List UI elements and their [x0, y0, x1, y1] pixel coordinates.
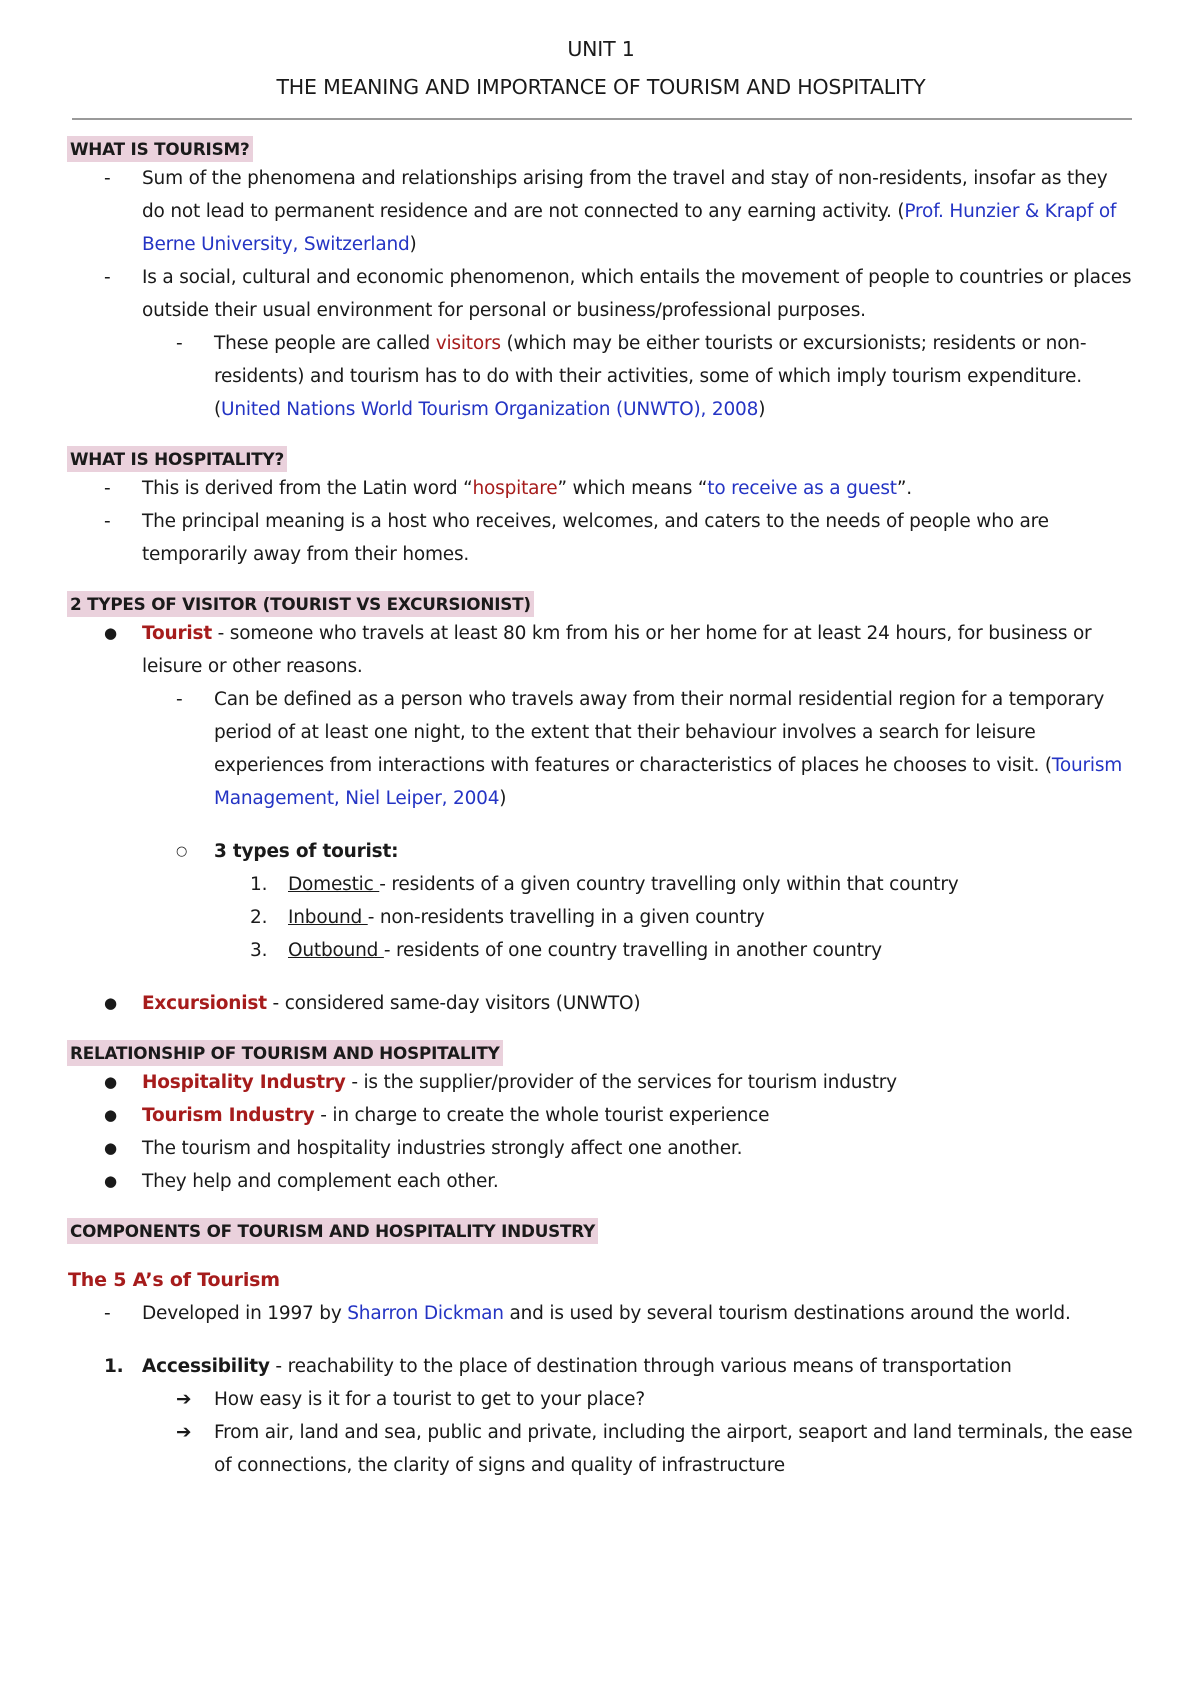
list-item: 3. Outbound - residents of one country travelling in another country: [68, 934, 1134, 967]
term-hospitality-industry: Hospitality Industry: [142, 1072, 346, 1093]
dash-marker: -: [104, 1303, 111, 1324]
list-item: - Is a social, cultural and economic phenomenon, which entails the movement of people to countries or places outside their usual environment for personal or business/professional purposes.: [68, 261, 1134, 327]
document-title: THE MEANING AND IMPORTANCE OF TOURISM AND HOSPITALITY: [276, 75, 926, 99]
term-accessibility: Accessibility: [142, 1356, 270, 1377]
highlight-term: visitors: [435, 333, 501, 354]
list-item: - Sum of the phenomena and relationships arising from the travel and stay of non-residents, insofar as they do not lead to permanent residence and are not connected to any earning activity. (Prof. Hunzier & Krapf of Berne University, Switzerland): [68, 162, 1134, 261]
citation: United Nations World Tourism Organization (UNWTO), 2008: [221, 399, 759, 420]
arrow-icon: ➔: [176, 1389, 192, 1410]
list-item: ● Hospitality Industry - is the supplier/provider of the services for tourism industry: [68, 1066, 1134, 1099]
term-tourist: Tourist: [142, 623, 212, 644]
list-item: ● Tourism Industry - in charge to create the whole tourist experience: [68, 1099, 1134, 1132]
number-marker: 1.: [104, 1356, 124, 1377]
dash-marker: -: [104, 511, 111, 532]
bullet-marker: ●: [104, 1073, 117, 1091]
bullet-marker: ●: [104, 994, 117, 1012]
highlight-term: hospitare: [472, 478, 558, 499]
section-heading-components: COMPONENTS OF TOURISM AND HOSPITALITY INDUSTRY: [67, 1218, 598, 1244]
term-domestic: Domestic: [288, 874, 380, 895]
list-item: - This is derived from the Latin word “hospitare” which means “to receive as a guest”.: [68, 472, 1134, 505]
section-heading-tourism: WHAT IS TOURISM?: [67, 136, 253, 162]
author-name: Sharron Dickman: [347, 1303, 504, 1324]
list-item: [68, 835, 1134, 868]
term-inbound: Inbound: [288, 907, 368, 928]
list-item: 1. Accessibility - reachability to the place of destination through various means of transportation: [68, 1350, 1134, 1383]
number-marker: 1.: [250, 874, 268, 895]
types-heading: 3 types of tourist:: [214, 841, 399, 862]
subsection-heading-5as: The 5 A’s of Tourism: [68, 1269, 280, 1291]
citation: Prof. Hunzier & Krapf of Berne University, Switzerland: [142, 201, 1117, 255]
number-marker: 2.: [250, 907, 268, 928]
list-item: - Developed in 1997 by Sharron Dickman and is used by several tourism destinations around the world.: [68, 1297, 1134, 1330]
bullet-marker: ●: [104, 1106, 117, 1124]
list-item: ● Excursionist - considered same-day visitors (UNWTO): [68, 987, 1134, 1020]
number-marker: 3.: [250, 940, 268, 961]
list-item: 1. Domestic - residents of a given country travelling only within that country: [68, 868, 1134, 901]
circle-marker: ○: [176, 844, 188, 859]
arrow-icon: ➔: [176, 1422, 192, 1443]
highlight-meaning: to receive as a guest: [707, 478, 897, 499]
dash-marker: -: [104, 478, 111, 499]
list-item: ● The tourism and hospitality industries strongly affect one another.: [68, 1132, 1134, 1165]
section-heading-hospitality: WHAT IS HOSPITALITY?: [67, 446, 287, 472]
list-item: ➔ From air, land and sea, public and private, including the airport, seaport and land terminals, the ease of connections, the clarity of signs and quality of infrastructure: [68, 1416, 1134, 1482]
dash-marker: -: [104, 267, 111, 288]
dash-marker: -: [176, 689, 183, 710]
unit-label: UNIT 1: [567, 37, 635, 61]
section-heading-visitors: 2 TYPES OF VISITOR (TOURIST VS EXCURSIONIST): [67, 591, 534, 617]
bullet-marker: ●: [104, 1172, 117, 1190]
section-heading-relationship: RELATIONSHIP OF TOURISM AND HOSPITALITY: [67, 1040, 503, 1066]
bullet-marker: ●: [104, 624, 117, 642]
bullet-marker: ●: [104, 1139, 117, 1157]
list-item: 2. Inbound - non-residents travelling in a given country: [68, 901, 1134, 934]
list-item: - The principal meaning is a host who receives, welcomes, and caters to the needs of people who are temporarily away from their homes.: [68, 505, 1134, 571]
term-outbound: Outbound: [288, 940, 384, 961]
list-item: ● They help and complement each other.: [68, 1165, 1134, 1198]
list-item: ➔ How easy is it for a tourist to get to your place?: [68, 1383, 1134, 1416]
list-item: ● Tourist - someone who travels at least 80 km from his or her home for at least 24 hours, for business or leisure or other reasons.: [68, 617, 1134, 683]
title-divider: [72, 118, 1132, 120]
term-tourism-industry: Tourism Industry: [142, 1105, 315, 1126]
list-item: - Can be defined as a person who travels away from their normal residential region for a temporary period of at least one night, to the extent that their behaviour involves a search for leisure experiences from interactions with features or characteristics of places he chooses to visit. (Tourism Management, Niel Leiper, 2004): [68, 683, 1134, 815]
dash-marker: -: [176, 333, 183, 354]
citation: Tourism Management, Niel Leiper, 2004: [214, 755, 1123, 809]
dash-marker: -: [104, 168, 111, 189]
list-item: - These people are called visitors (which may be either tourists or excursionists; residents or non-residents) and tourism has to do with their activities, some of which imply tourism expenditure. (United Nations World Tourism Organization (UNWTO), 2008): [68, 327, 1134, 426]
term-excursionist: Excursionist: [142, 993, 267, 1014]
